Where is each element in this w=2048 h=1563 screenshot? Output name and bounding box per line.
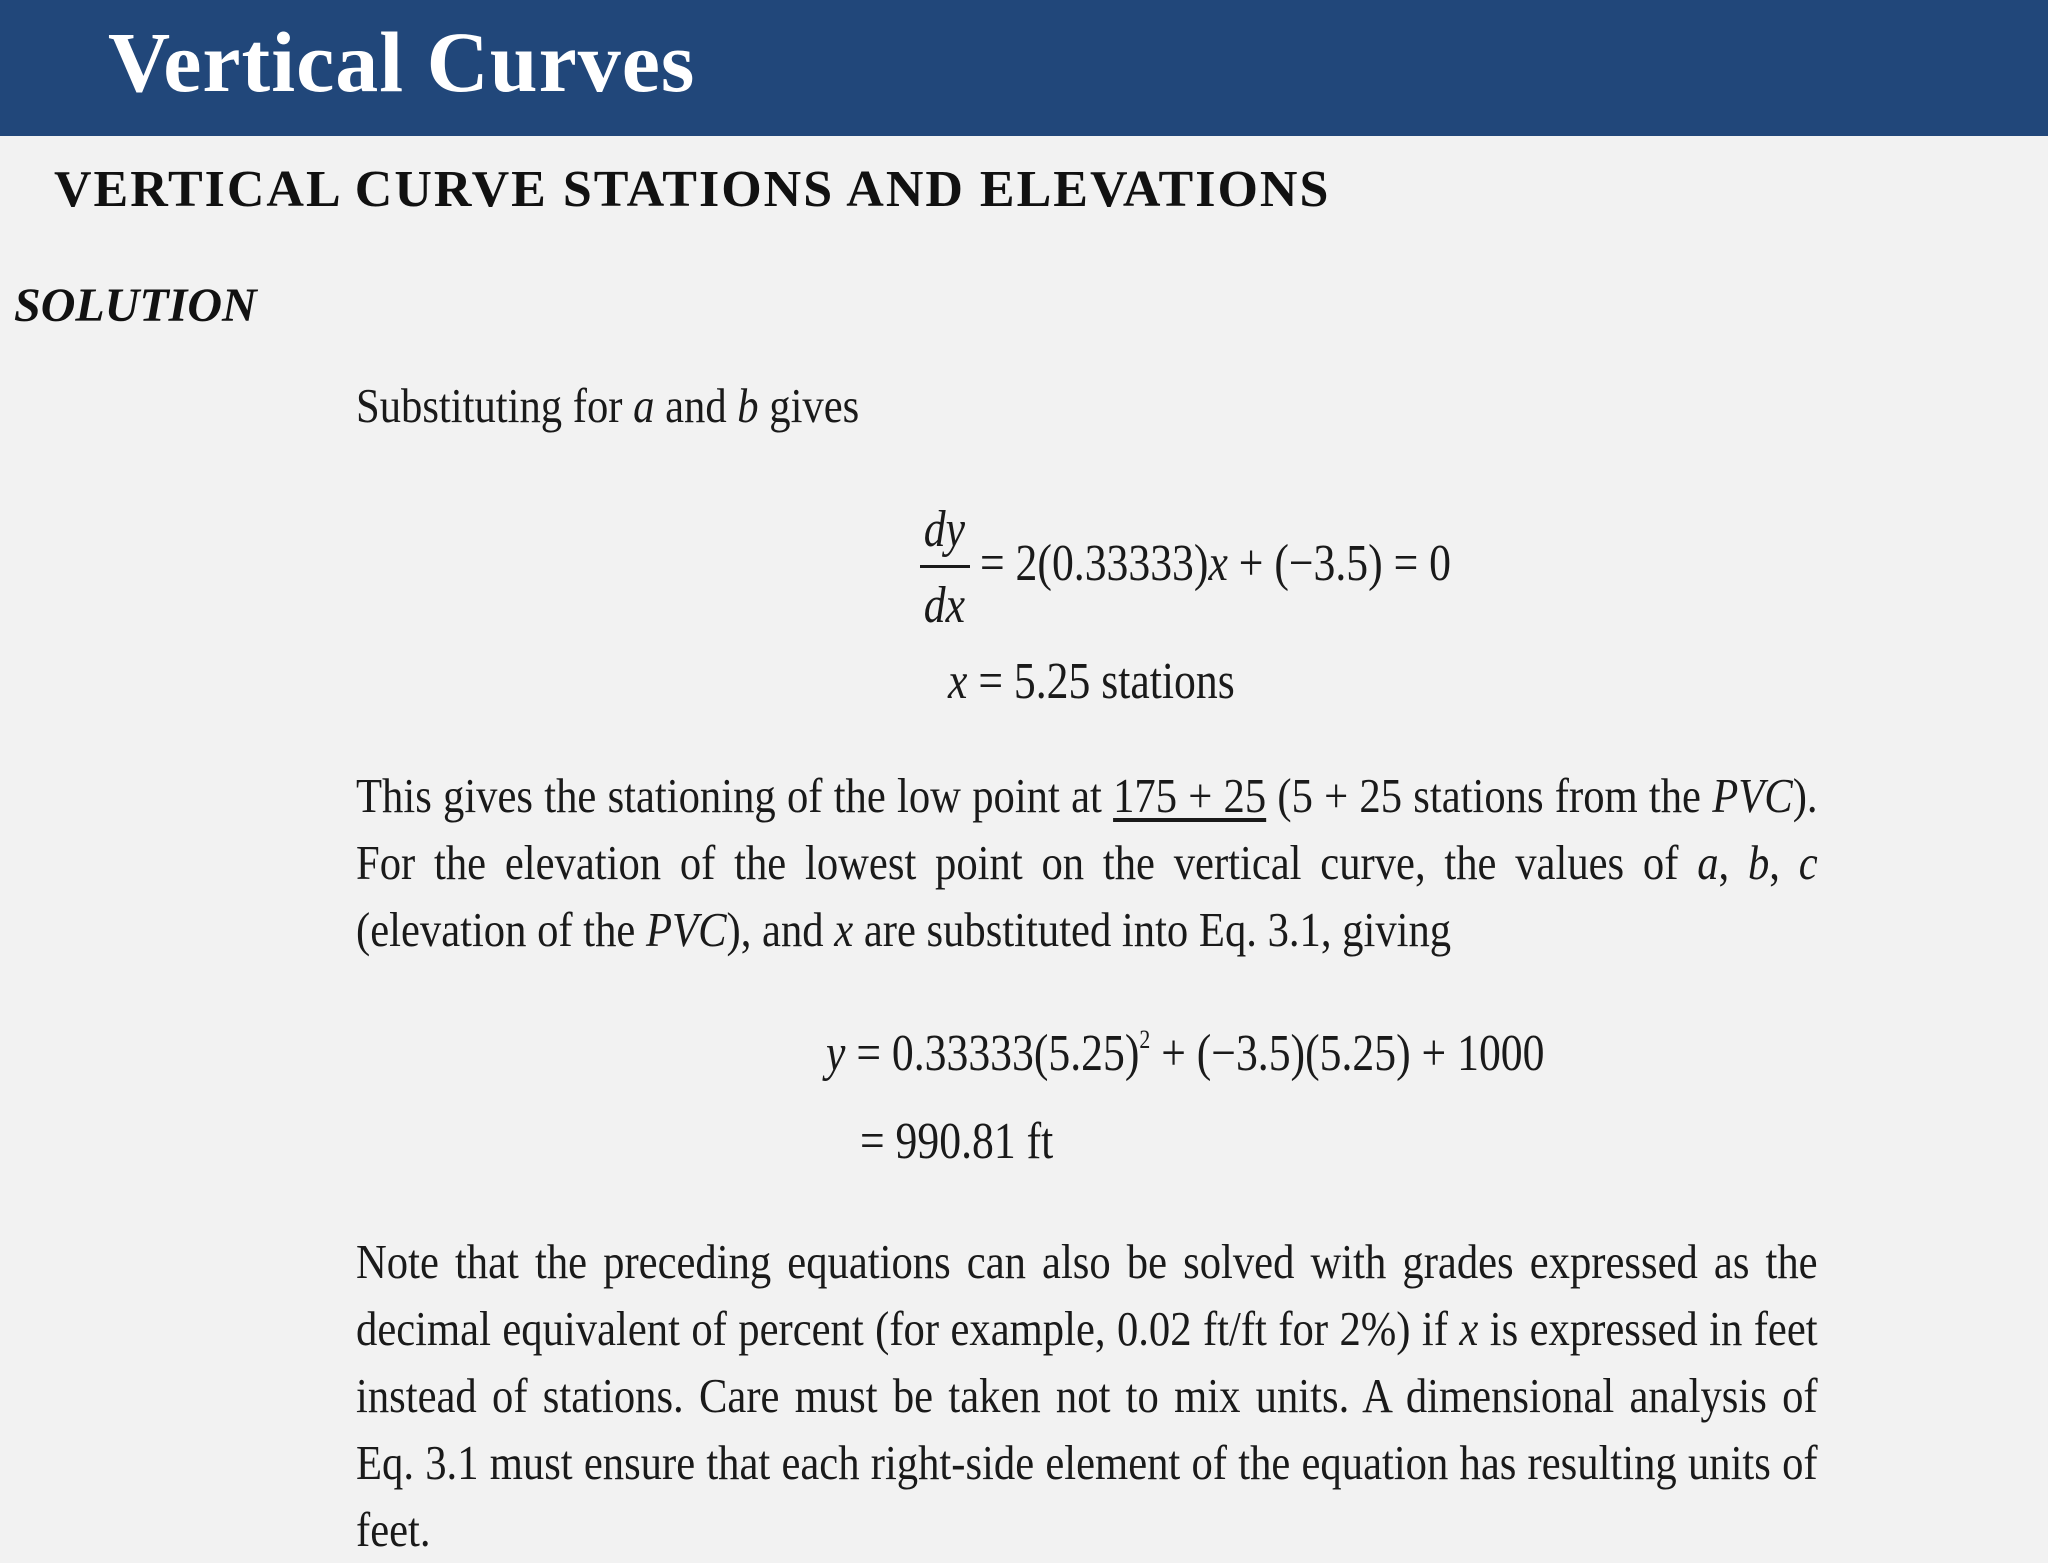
stationing-paragraph <box>356 762 1818 963</box>
intro-text-2: and <box>654 378 738 433</box>
variable-c: c <box>1798 835 1818 890</box>
equation-elevation-result: = 990.81 ft <box>860 1113 1054 1170</box>
para2-text-5: , <box>1769 835 1799 890</box>
pvc-term: PVC <box>646 902 727 957</box>
variable-b: b <box>1747 835 1770 890</box>
variable-x: x <box>1459 1301 1479 1356</box>
solution-label: SOLUTION <box>14 279 257 332</box>
para2-text-1: This gives the stationing of the low point at <box>356 768 1114 823</box>
variable-y: y <box>826 1025 846 1082</box>
pvc-term: PVC <box>1712 768 1793 823</box>
slide-title: Vertical Curves <box>108 14 696 110</box>
section-heading: VERTICAL CURVE STATIONS AND ELEVATIONS <box>54 161 1331 218</box>
elevation-text-1: = 0.33333(5.25) <box>845 1025 1140 1082</box>
x-value-text: = 5.25 stations <box>967 653 1235 710</box>
para2-text-8: are substituted into Eq. 3.1, giving <box>853 902 1452 957</box>
intro-text-3: gives <box>758 378 860 433</box>
equation-x-value <box>948 652 1235 711</box>
para3-text-2: is expressed in feet instead of stations. Care must be taken not to mix units. A dimensional analysis of Eq. 3.1 must ensure that each right-side element of the equation has resulting units of feet. <box>356 1301 1818 1557</box>
variable-x: x <box>1208 535 1228 592</box>
rhs-text-1: = 2(0.33333) <box>980 535 1209 592</box>
variable-a: a <box>1697 835 1719 890</box>
elevation-text-2: + (−3.5)(5.25) + 1000 <box>1150 1025 1545 1082</box>
rhs-text-2: + (−3.5) = 0 <box>1227 535 1451 592</box>
derivative-rhs <box>980 534 1451 593</box>
variable-x: x <box>834 902 854 957</box>
intro-text-1: Substituting for <box>356 378 634 433</box>
low-point-station: 175 + 25 <box>1113 768 1267 823</box>
title-bar <box>0 0 2048 136</box>
equation-elevation <box>826 1024 1544 1083</box>
para3-text-1: Note that the preceding equations can also be solved with grades expressed as the decimal equivalent of percent (for example, 0.02 ft/ft for 2%) if <box>356 1234 1818 1356</box>
variable-x: x <box>948 653 968 710</box>
para2-text-3: ). For the elevation of the lowest point on the vertical curve, the values of <box>356 768 1818 890</box>
fraction-bar <box>920 565 970 568</box>
intro-paragraph <box>356 372 1818 439</box>
para2-text-4: , <box>1718 835 1748 890</box>
para2-text-7: ), and <box>726 902 835 957</box>
para2-text-6: (elevation of the <box>356 902 647 957</box>
fraction-numerator: dy <box>923 501 965 558</box>
exponent: 2 <box>1139 1025 1151 1054</box>
fraction-denominator: dx <box>923 577 965 634</box>
variable-b: b <box>737 378 759 433</box>
note-paragraph <box>356 1228 1818 1563</box>
para2-text-2: (5 + 25 stations from the <box>1266 768 1713 823</box>
variable-a: a <box>633 378 655 433</box>
